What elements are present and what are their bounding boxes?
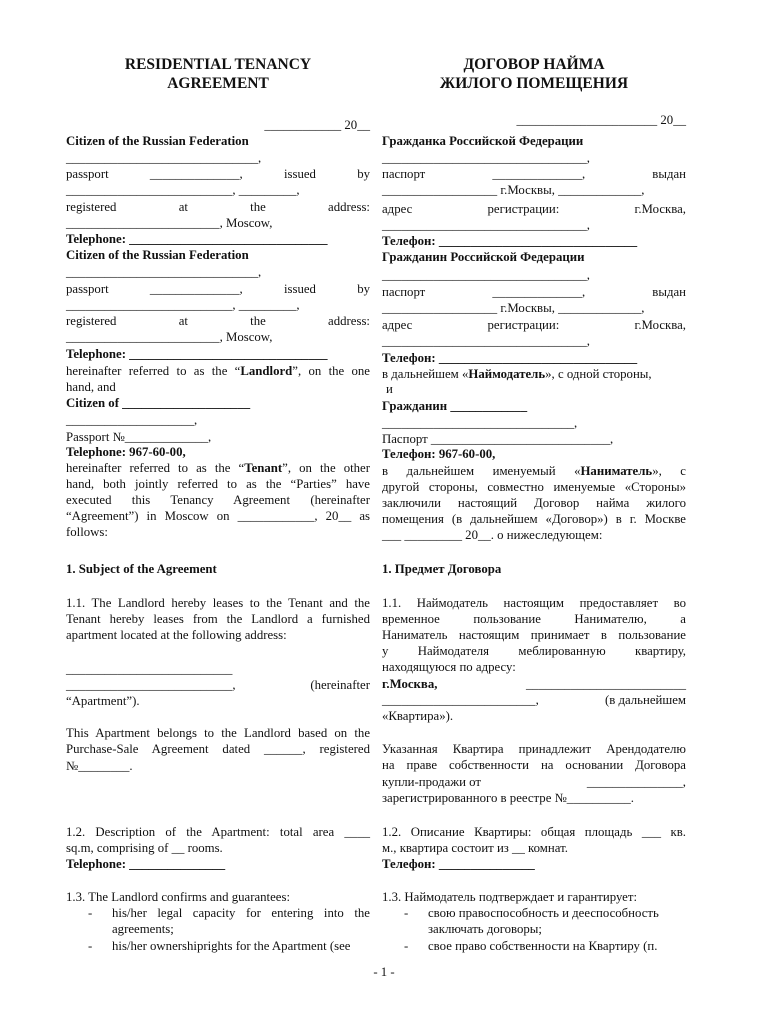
- right-s13-bullet1: -: [404, 906, 409, 920]
- right-address2-b: ________________________________,: [382, 334, 590, 348]
- left-passport1-b: __________________________, _________,: [66, 183, 300, 197]
- left-s11-line-b: Tenant hereby leases from the Landlord a furnished: [66, 612, 370, 626]
- right-s13-item1-a: свою правоспособность и дееспособность: [428, 906, 659, 920]
- right-tenant-line-d: помещения (в дальнейшем «Договор») в г. Москве: [382, 512, 686, 526]
- right-citizen1-name: ________________________________,: [382, 151, 590, 165]
- left-passport2-a: passport ______________, issued by: [66, 282, 370, 296]
- left-landlord-line-a: hereinafter referred to as the “Landlord”, on the one: [66, 364, 370, 378]
- right-s11-line-d: у Наймодателя меблированную квартиру,: [382, 644, 686, 658]
- left-passport2-b: __________________________, _________,: [66, 298, 300, 312]
- left-citizen1-name: ______________________________,: [66, 151, 262, 165]
- right-landlord-line-b: и: [386, 382, 393, 396]
- right-citizen1-heading: Гражданка Российской Федерации: [382, 134, 584, 148]
- left-s13-item1-b: agreements;: [112, 922, 174, 936]
- right-date-line: ______________________ 20__: [516, 113, 686, 127]
- left-s13-item1-a: his/her legal capacity for entering into the: [112, 906, 370, 920]
- right-citizen3-name: ______________________________,: [382, 416, 578, 430]
- left-s13-line: 1.3. The Landlord confirms and guarantees:: [66, 890, 290, 904]
- right-s11-addr-2b: (в дальнейшем: [604, 693, 686, 707]
- left-s11-addr-2a: __________________________,: [66, 678, 236, 692]
- left-citizen2-heading: Citizen of the Russian Federation: [66, 248, 249, 262]
- left-tenant-line-c: executed this Tenancy Agreement (hereinafter: [66, 493, 370, 507]
- left-s11-line-c: apartment located at the following address:: [66, 628, 287, 642]
- right-belongs-c-b: _______________,: [586, 775, 686, 789]
- left-s11-addr-3: “Apartment”).: [66, 694, 140, 708]
- left-telephone1: Telephone: _______________________________: [66, 232, 328, 246]
- left-tenant-line-a: hereinafter referred to as the “Tenant”, on the other: [66, 461, 370, 475]
- right-citizen3-heading: Гражданин ____________: [382, 399, 528, 413]
- right-telephone3: Телефон: 967-60-00,: [382, 447, 496, 461]
- right-tenant-line-e: ___ _________ 20__. о нижеследующем:: [382, 528, 603, 542]
- left-telephone2: Telephone: _______________________________: [66, 347, 328, 361]
- left-tenant-line-d: “Agreement”) in Moscow on ____________, 20__ as: [66, 509, 370, 523]
- right-s11-line-b: временное пользование Нанимателю, а: [382, 612, 686, 626]
- left-title-line2: AGREEMENT: [167, 75, 269, 92]
- right-s12-telephone: Телефон: _______________: [382, 857, 535, 871]
- right-s11-addr-3: «Квартира»).: [382, 709, 454, 723]
- right-telephone2: Телефон: _______________________________: [382, 351, 638, 365]
- left-registered2-b: ________________________, Moscow,: [66, 330, 273, 344]
- left-s13-bullet2: -: [88, 939, 93, 953]
- right-s11-line-c: Наниматель настоящим принимает в пользование: [382, 628, 686, 642]
- right-s11-line-e: находящуюся по адресу:: [382, 660, 516, 674]
- left-s12-b: sq.m, comprising of __ rooms.: [66, 841, 223, 855]
- right-tenant-line-c: заключили настоящий Договор найма жилого: [382, 496, 686, 510]
- right-title-line2: ЖИЛОГО ПОМЕЩЕНИЯ: [439, 75, 629, 92]
- left-registered1-b: ________________________, Moscow,: [66, 216, 273, 230]
- right-address2-a: адрес регистрации: г.Москва,: [382, 318, 686, 332]
- left-s11-addr-1: __________________________: [66, 662, 233, 676]
- right-s11-city: г.Москва,: [382, 677, 438, 691]
- right-s12-a: 1.2. Описание Квартиры: общая площадь ___ кв.: [382, 825, 686, 839]
- right-tenant-line-b: другой стороны, совместно именуемые «Стороны»: [382, 480, 686, 494]
- left-passport3: Passport №_____________,: [66, 430, 212, 444]
- left-citizen2-name: ______________________________,: [66, 265, 262, 279]
- right-passport1-b: __________________ г.Москвы, _____________,: [382, 183, 645, 197]
- left-passport1-a: passport ______________, issued by: [66, 167, 370, 181]
- right-s11-line-a: 1.1. Наймодатель настоящим предоставляет во: [382, 596, 686, 610]
- left-tenant-line-b: hand, both jointly referred to as the “Parties” have: [66, 477, 370, 491]
- right-tenant-line-a: в дальнейшем именуемый «Наниматель», с: [382, 464, 686, 478]
- left-registered1-a: registered at the address:: [66, 200, 370, 214]
- right-s11-addr-2a: ________________________,: [382, 693, 539, 707]
- left-registered2-a: registered at the address:: [66, 314, 370, 328]
- left-tenant-line-e: follows:: [66, 525, 108, 539]
- right-address1-a: адрес регистрации: г.Москва,: [382, 202, 686, 216]
- right-landlord-line-a: в дальнейшем «Наймодатель», с одной стороны,: [382, 367, 652, 381]
- right-belongs-b: на праве собственности на основании Договора: [382, 758, 686, 772]
- left-belongs-c: №________.: [66, 759, 133, 773]
- left-title-line1: RESIDENTIAL TENANCY: [124, 56, 312, 73]
- right-belongs-c-a: купли-продажи от: [382, 775, 481, 789]
- right-passport2-a: паспорт ______________, выдан: [382, 285, 686, 299]
- right-passport2-b: __________________ г.Москвы, _____________,: [382, 301, 645, 315]
- right-passport3: Паспорт ____________________________,: [382, 432, 614, 446]
- left-citizen1-heading: Citizen of the Russian Federation: [66, 134, 249, 148]
- right-address1-b: ________________________________,: [382, 218, 590, 232]
- right-s13-item1-b: заключать договоры;: [428, 922, 542, 936]
- left-landlord-line-b: hand, and: [66, 380, 116, 394]
- left-s13-item2-a: his/her ownershiprights for the Apartment (see: [112, 939, 351, 953]
- left-section1-heading: 1. Subject of the Agreement: [66, 562, 217, 576]
- right-passport1-a: паспорт ______________, выдан: [382, 167, 686, 181]
- left-s11-addr-2b: (hereinafter: [310, 678, 370, 692]
- right-title-line1: ДОГОВОР НАЙМА: [463, 56, 605, 73]
- right-telephone1: Телефон: _______________________________: [382, 234, 638, 248]
- right-s11-city-line: _________________________: [526, 677, 686, 691]
- right-citizen2-name: ________________________________,: [382, 268, 590, 282]
- left-belongs-a: This Apartment belongs to the Landlord based on the: [66, 726, 370, 740]
- left-date-line: ____________ 20__: [264, 118, 370, 132]
- left-s13-bullet1: -: [88, 906, 93, 920]
- left-s12-telephone: Telephone: _______________: [66, 857, 226, 871]
- right-s12-b: м., квартира состоит из __ комнат.: [382, 841, 568, 855]
- left-s11-line-a: 1.1. The Landlord hereby leases to the Tenant and the: [66, 596, 370, 610]
- left-s12-a: 1.2. Description of the Apartment: total area ____: [66, 825, 370, 839]
- right-citizen2-heading: Гражданин Российской Федерации: [382, 250, 585, 264]
- right-belongs-d: зарегистрированного в реестре №__________.: [382, 791, 634, 805]
- right-section1-heading: 1. Предмет Договора: [382, 562, 502, 576]
- right-s13-item2-a: свое право собственности на Квартиру (п.: [428, 939, 658, 953]
- left-belongs-b: Purchase-Sale Agreement dated ______, registered: [66, 742, 370, 756]
- right-s13-line: 1.3. Наймодатель подтверждает и гарантирует:: [382, 890, 638, 904]
- left-citizen3-heading: Citizen of ____________________: [66, 396, 251, 410]
- page-number: - 1 -: [373, 965, 395, 979]
- left-telephone3: Telephone: 967-60-00,: [66, 445, 186, 459]
- right-s13-bullet2: -: [404, 939, 409, 953]
- left-citizen3-name: ____________________,: [66, 413, 198, 427]
- right-belongs-a: Указанная Квартира принадлежит Арендодателю: [382, 742, 686, 756]
